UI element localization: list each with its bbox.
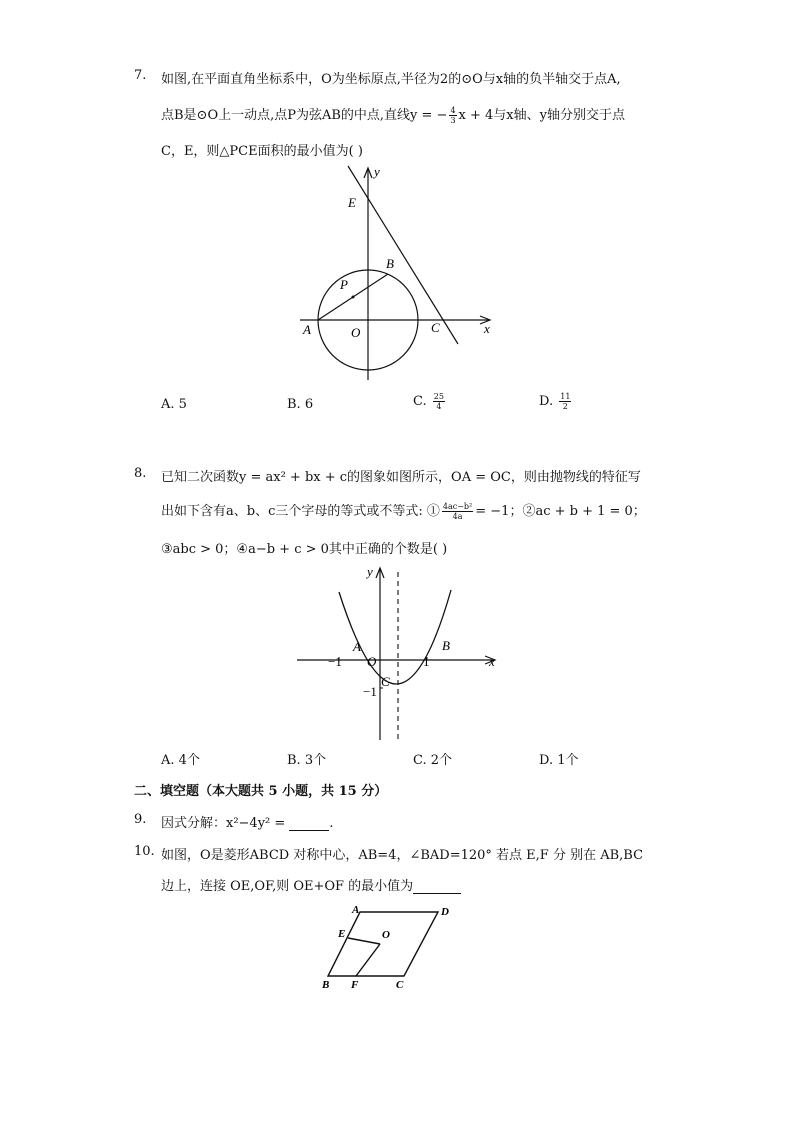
q9-answer-blank[interactable] [289,818,329,831]
label-neg1-y: −1 [363,684,377,699]
line-ce [348,166,458,344]
label-b: B [322,979,330,991]
q7-line3: C，E，则△PCE面积的最小值为( ) [161,144,363,159]
q9-number: 9. [134,812,147,827]
q7-figure [290,160,510,390]
label-x: x [489,654,495,669]
label-a: A [303,322,311,337]
q10-figure [318,900,468,995]
q8-figure [295,562,505,744]
label-o: O [351,325,361,340]
q10-line1: 如图，O是菱形ABCD 对称中心，AB=4，∠BAD=120° 若点 E,F 分 别在 AB,BC [161,848,644,863]
section-heading: 二、填空题（本大题共 5 小题，共 15 分） [134,784,388,799]
label-neg1-x: −1 [328,654,342,669]
label-y: y [367,564,373,579]
q7-fraction: $\frac{4}{3}$ [450,106,456,125]
label-e: E [348,195,356,210]
segment-of [356,944,380,976]
label-e: E [338,928,346,940]
rhombus-abcd [328,912,438,976]
q8-line2: 出如下含有a、b、c三个字母的等式或不等式: ① $\frac{\text{4ac−b²}}{4a}$ = −1；②ac + b + 1 = 0； [161,502,646,521]
q7-number: 7. [134,68,147,83]
q7-option-a: A. 5 [161,397,187,412]
q8-option-c: C. 2个 [413,753,453,768]
label-1-x: 1 [423,654,430,669]
q10-line2: 边上，连接 OE,OF,则 OE+OF 的最小值为 [161,875,461,894]
q8-fraction: $\frac{\text{4ac−b²}}{4a}$ [442,502,473,521]
q10-number: 10. [134,844,155,859]
q8-option-b: B. 3个 [287,753,327,768]
q8-line1: 已知二次函数y = ax² + bx + c的图象如图所示，OA = OC，则由抛物线的特征写 [161,470,641,485]
label-d: D [441,906,449,918]
label-p: P [340,277,348,292]
label-y: y [374,164,380,179]
q8-line3: ③abc > 0；④a−b + c > 0其中正确的个数是( ) [161,542,448,557]
label-b: B [442,638,450,653]
label-a: A [352,904,360,916]
q7-option-b: B. 6 [287,397,314,412]
q7-line2: 点B是⊙O上一动点,点P为弦AB的中点,直线y = − $\frac{4}{3}$ x + 4与x轴、y轴分别交于点 [161,106,625,125]
q7-option-c: C. $\frac{25}{4}$ [413,392,444,411]
label-x: x [484,321,490,336]
parabola [339,590,451,684]
label-o: O [382,929,390,941]
label-c: C [381,674,390,689]
point-p [352,296,355,299]
segment-oe [348,938,380,944]
label-f: F [351,979,359,991]
label-a: A [353,639,361,654]
q8-option-d: D. 1个 [539,753,579,768]
label-c: C [396,979,404,991]
q9-text: 因式分解：x²−4y² = . [161,816,334,831]
label-b: B [386,256,394,271]
label-c: C [431,320,440,335]
q8-option-a: A. 4个 [161,753,200,768]
q7-line1: 如图,在平面直角坐标系中，O为坐标原点,半径为2的⊙O与x轴的负半轴交于点A, [161,72,621,87]
label-o: O [367,654,377,669]
q7-option-d: D. $\frac{11}{2}$ [539,392,571,411]
q8-number: 8. [134,466,147,481]
q10-answer-blank[interactable] [413,881,461,894]
